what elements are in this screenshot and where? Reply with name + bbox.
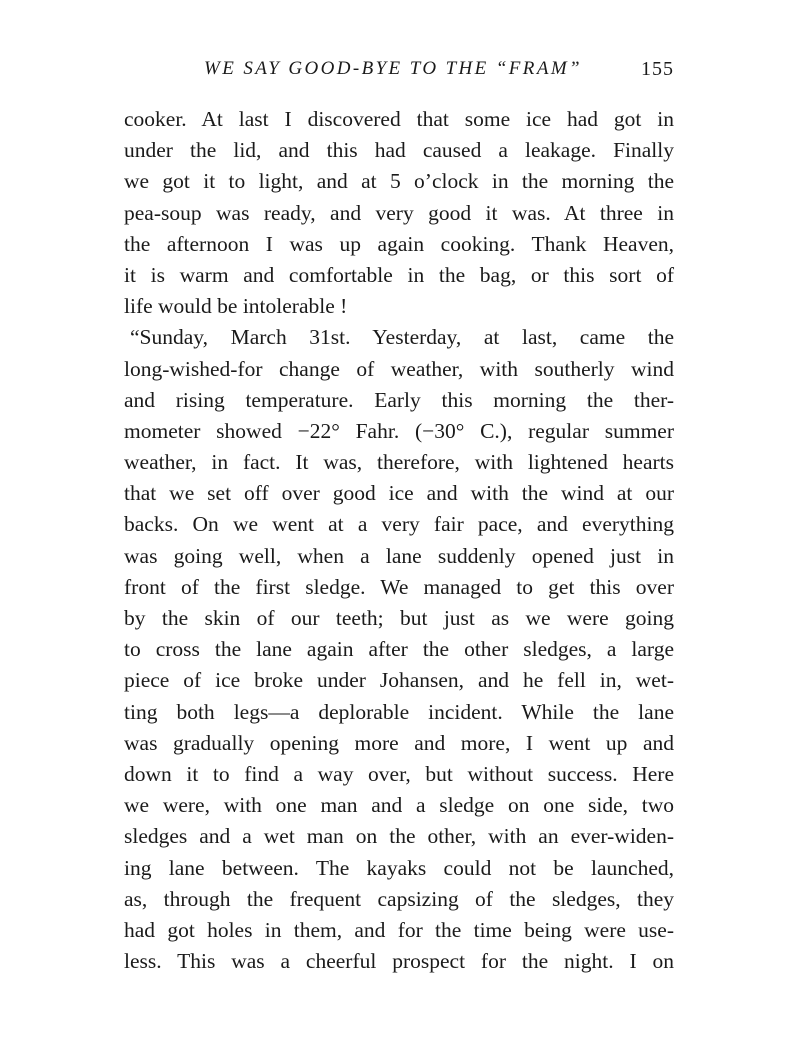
text-line: sledges and a wet man on the other, with an ever-widen- xyxy=(124,824,674,849)
text-line: less. This was a cheerful prospect for the night. I on xyxy=(124,949,674,974)
text-line: that we set off over good ice and with the wind at our xyxy=(124,481,674,506)
text-line: we got it to light, and at 5 o’clock in the morning the xyxy=(124,169,674,194)
text-line: weather, in fact. It was, therefore, with lightened hearts xyxy=(124,450,674,475)
text-line: life would be intolerable ! xyxy=(124,294,348,319)
text-line: pea-soup was ready, and very good it was. At three in xyxy=(124,200,674,225)
text-line: ing lane between. The kayaks could not be launched, xyxy=(124,855,674,880)
text-line: “Sunday, March 31st. Yesterday, at last, came the xyxy=(130,325,674,350)
text-line: down it to find a way over, but without success. Here xyxy=(124,761,674,786)
text-line: to cross the lane again after the other sledges, a large xyxy=(124,637,674,662)
text-line: we were, with one man and a sledge on one side, two xyxy=(124,793,674,818)
body-text xyxy=(124,104,674,977)
text-line: and rising temperature. Early this morning the ther- xyxy=(124,387,674,412)
text-line: the afternoon I was up again cooking. Thank Heaven, xyxy=(124,231,674,256)
text-line: had got holes in them, and for the time being were use- xyxy=(124,917,674,942)
text-line: long-wished-for change of weather, with southerly wind xyxy=(124,356,674,381)
text-line: as, through the frequent capsizing of the sledges, they xyxy=(124,886,674,911)
page-number: 155 xyxy=(641,58,674,80)
text-line: front of the first sledge. We managed to get this over xyxy=(124,574,674,599)
text-line: cooker. At last I discovered that some ice had got in xyxy=(124,107,674,131)
text-line: under the lid, and this had caused a leakage. Finally xyxy=(124,138,674,163)
running-title: WE SAY GOOD-BYE TO THE “FRAM” xyxy=(204,58,583,79)
running-head xyxy=(118,58,674,88)
text-line: it is warm and comfortable in the bag, or this sort of xyxy=(124,262,674,287)
text-line: ting both legs—a deplorable incident. While the lane xyxy=(124,699,674,724)
text-line: was going well, when a lane suddenly opened just in xyxy=(124,543,674,568)
text-line: mometer showed −22° Fahr. (−30° C.), regular summer xyxy=(124,418,674,443)
text-line: was gradually opening more and more, I went up and xyxy=(124,730,674,755)
text-line: piece of ice broke under Johansen, and he fell in, wet- xyxy=(124,668,674,693)
text-line: by the skin of our teeth; but just as we were going xyxy=(124,606,674,630)
text-line: backs. On we went at a very fair pace, and everything xyxy=(124,512,674,537)
